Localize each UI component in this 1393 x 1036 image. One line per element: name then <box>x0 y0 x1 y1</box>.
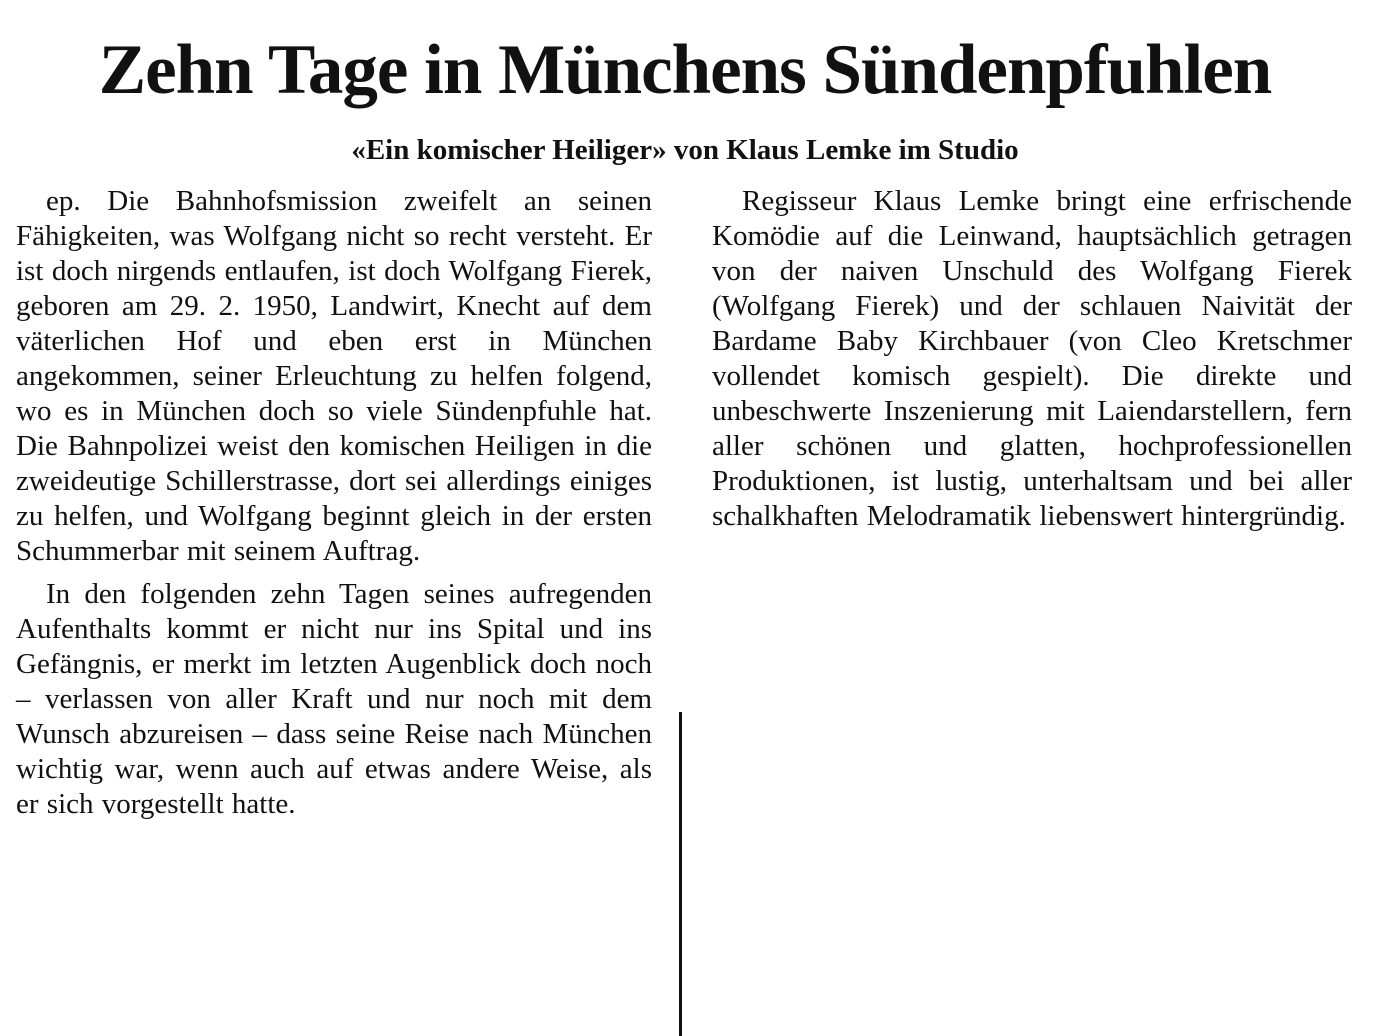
right-paragraph-1: Regisseur Klaus Lemke bringt eine erfrischende Komödie auf die Leinwand, hauptsächlich getragen von der naiven Unschuld des Wolfgang Fierek (Wolfgang Fierek) und der schlauen Naivität der Bardame Baby Kirchbauer (von Cleo Kretschmer vollendet komisch gespielt). Die direkte und unbeschwerte Inszenierung mit Laiendarstellern, fern aller schönen und glatten, hochprofessionellen Produktionen, ist lustig, unterhaltsam und bei aller schalkhaften Melodramatik liebenswert hintergründig. <box>712 185 1352 532</box>
left-paragraph-2: In den folgenden zehn Tagen seines aufregenden Aufenthalts kommt er nicht nur ins Spital und ins Gefängnis, er merkt im letzten Augenblick doch noch – verlassen von aller Kraft und nur noch mit dem Wunsch abzureisen – dass seine Reise nach München wichtig war, wenn auch auf etwas andere Weise, als er sich vorgestellt hatte. <box>16 578 652 820</box>
left-column <box>16 184 652 822</box>
right-column <box>712 184 1352 534</box>
column-divider-rule <box>679 712 682 1036</box>
left-paragraph-1: ep. Die Bahnhofsmission zweifelt an seinen Fähigkeiten, was Wolfgang nicht so recht versteht. Er ist doch nirgends entlaufen, ist doch Wolfgang Fierek, geboren am 29. 2. 1950, Landwirt, Knecht auf dem väterlichen Hof und eben erst in München angekommen, seiner Erleuchtung zu helfen folgend, wo es in München doch so viele Sündenpfuhle hat. Die Bahnpolizei weist den komischen Heiligen in die zweideutige Schillerstrasse, dort sei allerdings einiges zu helfen, und Wolfgang beginnt gleich in der ersten Schummerbar mit seinem Auftrag. <box>16 185 652 567</box>
article-headline: Zehn Tage in Münchens Sündenpfuhlen <box>98 31 1272 109</box>
article-subheadline: «Ein komischer Heiliger» von Klaus Lemke im Studio <box>351 134 1019 166</box>
